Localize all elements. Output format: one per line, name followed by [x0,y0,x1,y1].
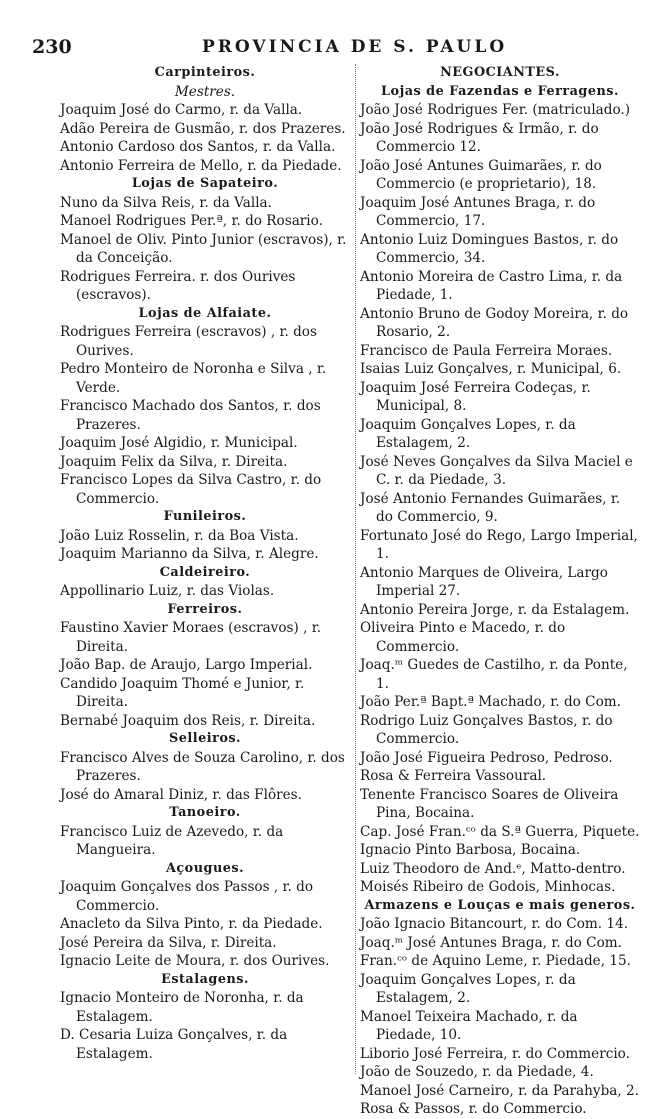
directory-entry: João Ignacio Bitancourt, r. do Com. 14. [360,916,629,932]
directory-entry: Joaquim Marianno da Silva, r. Alegre. [60,546,319,562]
directory-entry: Francisco Machado dos Santos, r. dos Prazeres. [60,398,321,433]
directory-entry: Manoel Teixeira Machado, r. da Piedade, 10. [360,1008,578,1043]
directory-entry: Joaquim Felix da Silva, r. Direita. [60,453,288,470]
directory-entry: José Pereira da Silva, r. Direita. [60,934,277,951]
directory-entry: Antonio Moreira de Castro Lima, r. da Piedade, 1. [360,268,623,303]
section-heading: Caldeireiro. [159,564,251,580]
directory-entry: Faustino Xavier Moraes (escravos) , r. Direita. [60,620,322,655]
page-title: PROVINCIA DE S. PAULO [202,37,508,57]
directory-entry: Antonio Ferreira de Mello, r. da Piedade. [60,157,342,174]
directory-entry: Luiz Theodoro de And.ᵉ, Matto-dentro. [360,860,626,877]
directory-entry: Joaquim Gonçalves Lopes, r. da Estalagem, 2. [360,416,576,451]
left-column [60,64,350,1063]
column-divider [355,64,356,1074]
directory-entry: Francisco Lopes da Silva Castro, r. do Commercio. [60,472,322,507]
directory-entry: Joaquim Gonçalves dos Passos , r. do Commercio. [60,879,314,914]
directory-entry: Manoel José Carneiro, r. da Parahyba, 2. [360,1082,639,1099]
directory-entry: Francisco de Paula Ferreira Moraes. [360,342,613,359]
directory-entry: Joaq.ᵐ José Antunes Braga, r. do Com. [360,934,622,951]
directory-entry: Francisco Alves de Souza Carolino, r. dos Prazeres. [60,749,345,784]
directory-entry: Moisés Ribeiro de Godois, Minhocas. [360,879,616,895]
page-number: 230 [32,36,72,58]
directory-entry: Manoel Rodrigues Per.ª, r. do Rosario. [60,213,323,229]
directory-entry: Appollinario Luiz, r. das Violas. [60,583,275,599]
directory-entry: Anacleto da Silva Pinto, r. da Piedade. [60,916,323,932]
directory-entry: Fran.ᶜᵒ de Aquino Leme, r. Piedade, 15. [360,953,631,969]
directory-entry: Bernabé Joaquim dos Reis, r. Direita. [60,712,316,729]
directory-entry: Rosa & Passos, r. do Commercio. [360,1101,587,1117]
page-header [30,36,646,62]
section-heading: Lojas de Fazendas e Ferragens. [381,83,619,99]
directory-entry: Ignacio Monteiro de Noronha, r. da Estalagem. [60,990,304,1025]
directory-entry: Tenente Francisco Soares de Oliveira Pina, Bocaina. [360,786,619,821]
directory-entry: D. Cesaria Luiza Gonçalves, r. da Estalagem. [60,1027,288,1062]
directory-entry: Isaias Luiz Gonçalves, r. Municipal, 6. [360,361,622,377]
directory-entry: Joaq.ᵐ Guedes de Castilho, r. da Ponte, 1. [360,657,628,692]
right-column [360,64,640,1119]
subsection-heading: Mestres. [174,83,236,100]
directory-entry: Antonio Pereira Jorge, r. da Estalagem. [360,601,630,618]
directory-entry: Antonio Bruno de Godoy Moreira, r. do Rosario, 2. [360,305,629,340]
directory-entry: Joaquim José Antunes Braga, r. do Commercio, 17. [360,194,596,229]
directory-entry: João José Figueira Pedroso, Pedroso. [360,749,613,766]
directory-entry: Oliveira Pinto e Macedo, r. do Commercio. [360,620,566,655]
directory-entry: Joaquim José Ferreira Codeças, r. Municipal, 8. [360,379,591,414]
directory-entry: Pedro Monteiro de Noronha e Silva , r. Verde. [60,361,327,396]
directory-entry: Rodrigues Ferreira. r. dos Ourives (escravos). [60,268,296,303]
directory-entry: Rodrigo Luiz Gonçalves Bastos, r. do Commercio. [360,712,613,747]
section-heading: Selleiros. [168,731,242,746]
directory-entry: Liborio José Ferreira, r. do Commercio. [360,1045,630,1062]
directory-entry: Rodrigues Ferreira (escravos) , r. dos Ourives. [60,324,317,359]
directory-entry: Rosa & Ferreira Vassoural. [360,768,547,784]
directory-entry: João Luiz Rosselin, r. da Boa Vista. [60,527,299,544]
directory-entry: João de Souzedo, r. da Piedade, 4. [360,1064,594,1080]
directory-entry: Candido Joaquim Thomé e Junior, r. Direita. [60,675,305,710]
directory-entry: José do Amaral Diniz, r. das Flôres. [60,786,302,803]
directory-entry: Antonio Marques de Oliveira, Largo Imperial 27. [360,564,608,599]
directory-entry: João Per.ª Bapt.ª Machado, r. do Com. [360,694,621,710]
directory-entry: Joaquim José Algidio, r. Municipal. [60,435,298,451]
section-heading: Lojas de Sapateiro. [131,176,279,191]
directory-entry: Antonio Cardoso dos Santos, r. da Valla. [60,139,336,155]
section-heading: Armazens e Louças e mais generos. [364,897,636,913]
directory-entry: José Antonio Fernandes Guimarães, r. do Commercio, 9. [360,490,621,525]
section-heading: Ferreiros. [167,601,243,617]
directory-entry: Nuno da Silva Reis, r. da Valla. [60,194,272,211]
directory-entry: Manoel de Oliv. Pinto Junior (escravos), r. da Conceição. [60,231,347,266]
directory-entry: Joaquim Gonçalves Lopes, r. da Estalagem, 2. [360,971,576,1006]
section-heading: Tanoeiro. [169,805,241,820]
directory-entry: João José Rodrigues Fer. (matriculado.) [360,102,631,118]
directory-entry: Fortunato José do Rego, Largo Imperial, 1. [360,527,638,562]
directory-entry: José Neves Gonçalves da Silva Maciel e C. r. da Piedade, 3. [360,453,633,488]
section-heading: Lojas de Alfaiate. [138,305,272,321]
directory-entry: Adão Pereira de Gusmão, r. dos Prazeres. [60,120,346,137]
section-heading: Estalagens. [161,971,249,987]
section-heading: Carpinteiros. [154,65,256,80]
directory-entry: Joaquim José do Carmo, r. da Valla. [60,102,303,118]
directory-entry: Antonio Luiz Domingues Bastos, r. do Commercio, 34. [360,231,619,266]
directory-entry: Ignacio Pinto Barbosa, Bocaina. [360,842,581,858]
directory-entry: Ignacio Leite de Moura, r. dos Ourives. [60,953,330,969]
directory-entry: João Bap. de Araujo, Largo Imperial. [60,657,313,673]
section-heading: Funileiros. [163,509,247,524]
directory-entry: Francisco Luiz de Azevedo, r. da Mangueira. [60,823,284,858]
directory-entry: João José Antunes Guimarães, r. do Commercio (e proprietario), 18. [360,157,602,192]
directory-entry: Cap. José Fran.ᶜᵒ da S.ª Guerra, Piquete. [360,823,640,840]
section-heading: Açougues. [165,860,245,876]
section-heading: NEGOCIANTES. [440,65,560,80]
directory-entry: João José Rodrigues & Irmão, r. do Commercio 12. [360,120,599,155]
